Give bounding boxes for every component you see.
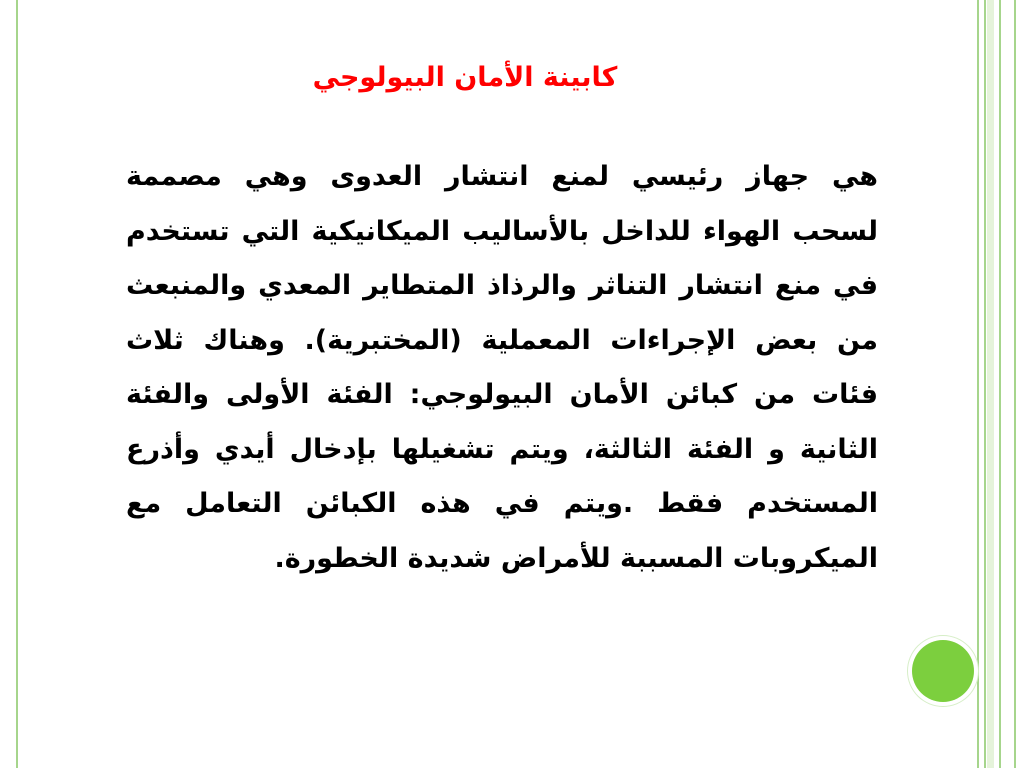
slide-body-text: هي جهاز رئيسي لمنع انتشار العدوى وهي مصممة لسحب الهواء للداخل بالأساليب الميكانيكية التي تستخدم في منع انتشار التناثر والرذاذ المتطاير المعدي والمنبعث من بعض الإجراءات المعملية (المختبرية). وهناك ثلاث فئات من كبائن الأمان البيولوجي: الفئة الأولى والفئة الثانية و الفئة الثالثة، ويتم تشغيلها بإدخال أيدي وأذرع المستخدم فقط .ويتم في هذه الكبائن التعامل مع الميكروبات المسببة للأمراض شديدة الخطورة. bbox=[126, 161, 878, 574]
decorative-circle-icon bbox=[912, 640, 974, 702]
left-frame-line bbox=[16, 0, 18, 768]
right-frame-band bbox=[999, 0, 1016, 768]
right-frame-band bbox=[987, 0, 994, 768]
slide-title: كابينة الأمان البيولوجي bbox=[312, 62, 618, 93]
right-frame-line bbox=[977, 0, 979, 768]
right-frame-line bbox=[984, 0, 986, 768]
